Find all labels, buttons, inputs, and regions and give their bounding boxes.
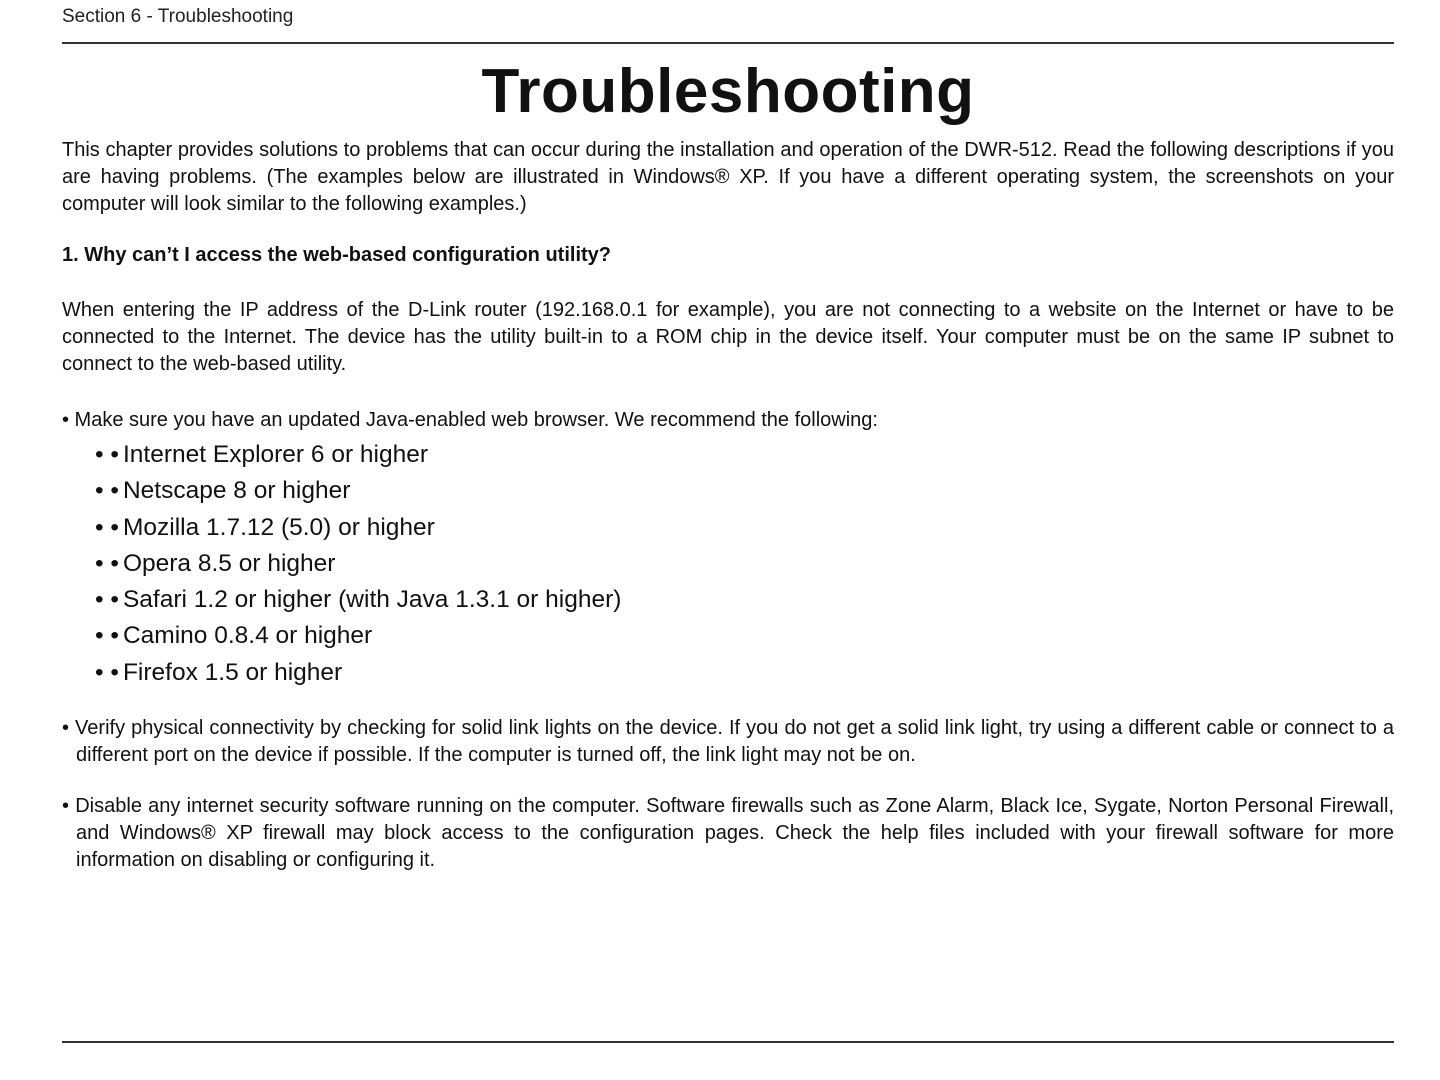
section-label: Section 6 - Troubleshooting (62, 6, 294, 27)
header-divider (62, 42, 1394, 44)
bullet-marker: • • (95, 513, 119, 541)
browser-name: Netscape 8 or higher (122, 477, 351, 505)
question-heading: 1. Why can’t I access the web-based configuration utility? (62, 244, 611, 266)
intro-paragraph: This chapter provides solutions to problems that can occur during the installation and operation of the DWR-512. Read the following descriptions if you are having problems. (The examples below are illustrated in Windows® XP. If you have a different operating system, the screenshots on your computer will look similar to the following examples.) (62, 139, 1394, 215)
list-item (95, 473, 621, 509)
list-item (95, 546, 621, 582)
list-item (95, 582, 621, 618)
list-item (95, 510, 621, 546)
list-item (95, 655, 621, 691)
bullet-security-software: • Disable any internet security software running on the computer. Software firewalls such as Zone Alarm, Black Ice, Sygate, Norton Personal Firewall, and Windows® XP firewall may block access to the configuration pages. Check the help files included with your firewall software for more information on disabling or configuring it. (62, 795, 1394, 871)
list-item (95, 618, 621, 654)
browser-name: Safari 1.2 or higher (with Java 1.3.1 or higher) (122, 586, 622, 614)
list-item (95, 437, 621, 473)
page-title: Troubleshooting (481, 57, 975, 126)
bullet-marker: • • (95, 477, 119, 505)
bullet-physical-connectivity: • Verify physical connectivity by checking for solid link lights on the device. If you do not get a solid link light, try using a different cable or connect to a different port on the device if possible. If the computer is turned off, the link light may not be on. (62, 717, 1394, 766)
footer-divider (62, 1041, 1394, 1043)
bullet-java-browser: • Make sure you have an updated Java-enabled web browser. We recommend the following: (62, 409, 878, 431)
browser-name: Firefox 1.5 or higher (122, 658, 343, 686)
browser-name: Opera 8.5 or higher (122, 549, 336, 577)
bullet-marker: • • (95, 441, 119, 468)
bullet-marker: • • (95, 549, 119, 577)
browser-name: Camino 0.8.4 or higher (122, 622, 373, 650)
browser-name: Internet Explorer 6 or higher (122, 441, 429, 468)
answer-paragraph: When entering the IP address of the D-Link router (192.168.0.1 for example), you are not connecting to a website on the Internet or have to be connected to the Internet. The device has the utility built-in to a ROM chip in the device itself. Your computer must be on the same IP subnet to connect to the web-based utility. (62, 299, 1394, 375)
bullet-marker: • • (95, 658, 119, 686)
browser-name: Mozilla 1.7.12 (5.0) or higher (122, 513, 435, 541)
browser-list (95, 437, 621, 691)
bullet-marker: • • (95, 622, 119, 650)
bullet-marker: • • (95, 586, 119, 614)
